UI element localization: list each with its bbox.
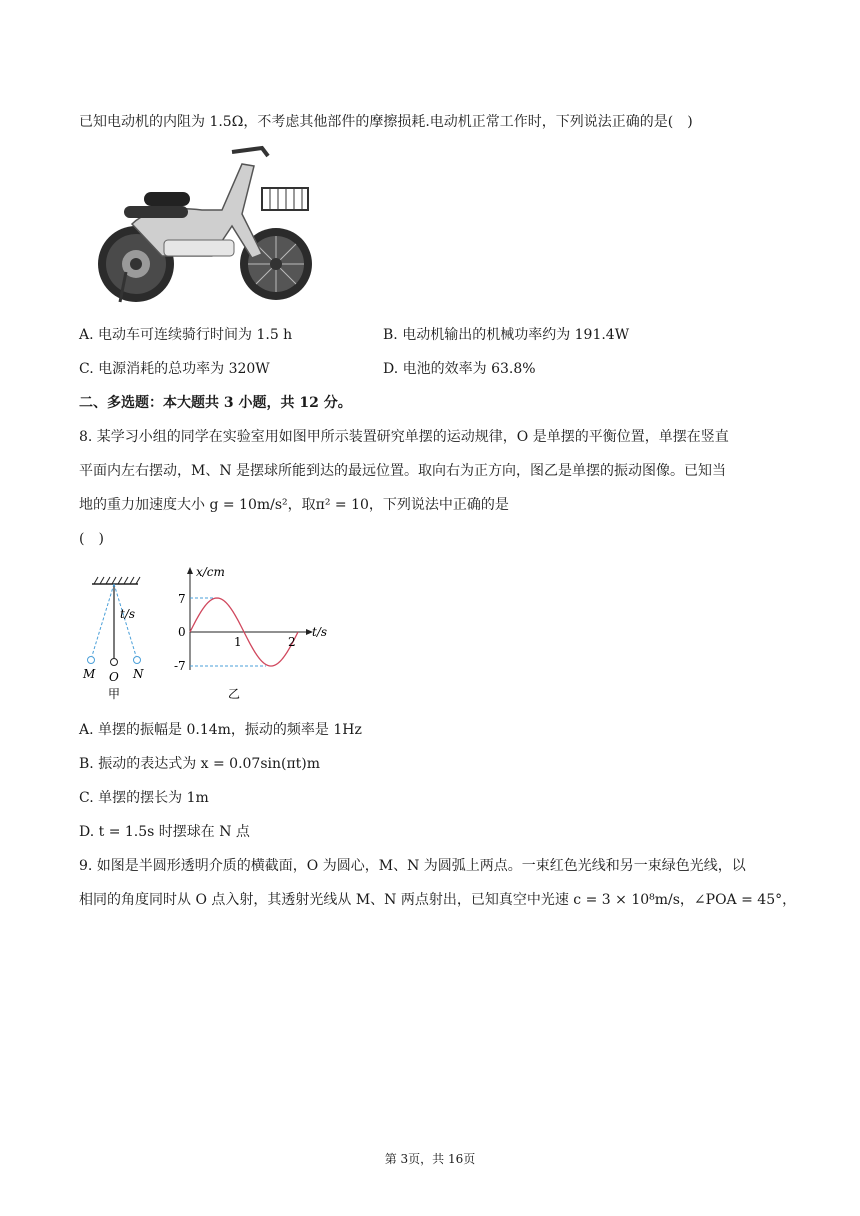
- q7-option-a: A. 电动车可连续骑行时间为 1.5 h: [79, 327, 293, 343]
- q7-option-d: D. 电池的效率为 63.8%: [383, 361, 536, 377]
- label-m: M: [83, 667, 96, 681]
- q9-stem-line-2: 相同的角度同时从 O 点入射，其透射光线从 M、N 两点射出，已知真空中光速 c = 3 × 10⁸m/s，∠POA = 45°，: [79, 892, 797, 908]
- y-axis-label: x/cm: [196, 565, 225, 579]
- label-o: O: [109, 670, 119, 684]
- electric-scooter-image: [92, 144, 316, 310]
- caption-jia: 甲: [108, 687, 121, 701]
- bob-m: [88, 657, 95, 664]
- pendulum-figure: [80, 572, 160, 704]
- page-footer: 第 3页，共 16页: [384, 1152, 476, 1166]
- bob-n: [134, 657, 141, 664]
- pendulum-left-dashed: [92, 584, 114, 656]
- q7-option-b: B. 电动机输出的机械功率约为 191.4W: [383, 327, 630, 343]
- x-axis-label: t/s: [312, 625, 328, 639]
- q7-stem: 已知电动机的内阻为 1.5Ω，不考虑其他部件的摩擦损耗.电动机正常工作时，下列说法正确的是( ): [79, 114, 693, 130]
- q8-stem-line-4: ( ): [79, 531, 104, 547]
- section-heading: 二、多选题：本大题共 3 小题，共 12 分。: [79, 395, 352, 411]
- q8-option-b: B. 振动的表达式为 x = 0.07sin(πt)m: [79, 756, 321, 772]
- x-tick-2: 2: [288, 635, 296, 649]
- y-tick-7: 7: [178, 592, 186, 606]
- x-tick-1: 1: [234, 635, 242, 649]
- bob-o: [111, 659, 118, 666]
- y-axis-arrow: [187, 567, 193, 574]
- y-tick-neg7: -7: [174, 659, 186, 673]
- q8-stem-line-2: 平面内左右摆动，M、N 是摆球所能到达的最远位置。取向右为正方向，图乙是单摆的振动图像。已知当: [79, 463, 727, 479]
- q8-stem-line-1: 8. 某学习小组的同学在实验室用如图甲所示装置研究单摆的运动规律，O 是单摆的平衡位置，单摆在竖直: [79, 429, 729, 445]
- label-t: t/s: [120, 607, 136, 621]
- caption-yi: 乙: [228, 687, 241, 701]
- q8-option-c: C. 单摆的摆长为 1m: [79, 790, 209, 806]
- vibration-graph: [170, 560, 340, 706]
- q8-option-a: A. 单摆的振幅是 0.14m，振动的频率是 1Hz: [79, 722, 362, 738]
- y-tick-0: 0: [178, 625, 186, 639]
- q7-option-c: C. 电源消耗的总功率为 320W: [79, 361, 270, 377]
- q9-stem-line-1: 9. 如图是半圆形透明介质的横截面，O 为圆心，M、N 为圆弧上两点。一束红色光线和另一束绿色光线，以: [79, 858, 746, 874]
- label-n: N: [133, 667, 144, 681]
- q8-stem-line-3: 地的重力加速度大小 g = 10m/s²，取π² = 10，下列说法中正确的是: [79, 497, 509, 513]
- q8-option-d: D. t = 1.5s 时摆球在 N 点: [79, 824, 250, 840]
